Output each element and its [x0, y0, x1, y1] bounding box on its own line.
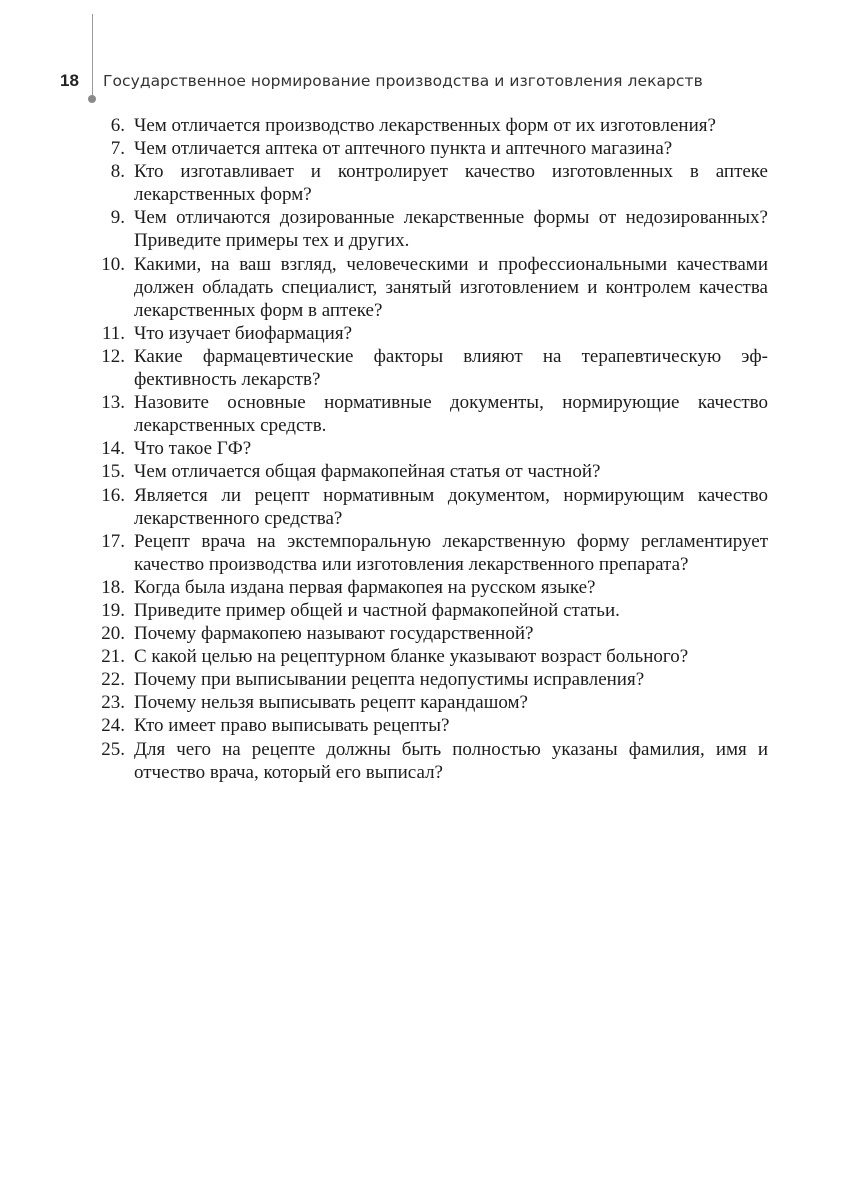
list-item	[92, 714, 768, 737]
list-item	[92, 738, 768, 784]
running-title: Государственное нормирование производства и изготовления лекарств	[103, 72, 703, 90]
list-item	[92, 460, 768, 483]
list-item	[92, 160, 768, 206]
question-text: Является ли рецепт нормативным документом, нормирующим качество лекарственного средства?	[134, 484, 768, 529]
question-number: 12.	[101, 345, 125, 367]
question-text: Рецепт врача на экстемпоральную лекарственную форму регламентирует качество производства или изготовления лекарственного препарата?	[134, 530, 768, 575]
list-item	[92, 668, 768, 691]
question-text: Приведите пример общей и частной фармакопейной статьи.	[134, 599, 620, 621]
question-number: 11.	[101, 322, 125, 344]
question-number: 25.	[101, 738, 125, 760]
question-number: 7.	[110, 138, 125, 160]
list-item	[92, 322, 768, 345]
question-text: Чем отличается аптека от аптечного пункта и аптечного магазина?	[134, 138, 673, 160]
question-text: Кто изготавливает и контролирует качество изготовленных в аптеке лекарственных форм?	[134, 161, 768, 206]
question-text: Когда была издана первая фармакопея на русском языке?	[134, 576, 596, 598]
list-item	[92, 530, 768, 576]
question-text: Почему фармакопею называют государственной?	[134, 623, 534, 645]
question-number: 10.	[101, 253, 125, 275]
list-item	[92, 622, 768, 645]
question-text: Для чего на рецепте должны быть полностью указаны фамилия, имя и отчество врача, который его выписал?	[134, 738, 768, 783]
question-number: 14.	[101, 438, 125, 460]
question-number: 22.	[101, 669, 125, 691]
question-text: Почему при выписывании рецепта недопустимы исправления?	[134, 669, 645, 691]
question-list	[92, 114, 768, 784]
list-item	[92, 114, 768, 137]
list-item	[92, 391, 768, 437]
list-item	[92, 253, 768, 322]
question-text: Что изучает биофармация?	[134, 322, 353, 344]
question-text: Почему нельзя выписывать рецепт карандашом?	[134, 692, 528, 714]
question-number: 23.	[101, 692, 125, 714]
list-item	[92, 576, 768, 599]
question-number: 13.	[101, 392, 125, 414]
list-item	[92, 137, 768, 160]
list-item	[92, 645, 768, 668]
list-item	[92, 691, 768, 714]
question-text: Кто имеет право выписывать рецепты?	[134, 715, 450, 737]
list-item	[92, 484, 768, 530]
question-text: С какой целью на рецептурном бланке указывают возраст больного?	[134, 646, 689, 668]
question-number: 15.	[101, 461, 125, 483]
header-divider-line	[92, 14, 93, 98]
question-number: 18.	[101, 576, 125, 598]
question-number: 20.	[101, 623, 125, 645]
question-number: 24.	[101, 715, 125, 737]
question-text: Чем отличаются дозированные лекарственные формы от недозированных? Приведите примеры тех и других.	[134, 207, 768, 252]
question-text: Чем отличается общая фармакопейная статья от частной?	[134, 461, 601, 483]
list-item	[92, 437, 768, 460]
question-text: Назовите основные нормативные документы, нормирующие качество лекарственных средств.	[134, 392, 768, 437]
question-number: 17.	[101, 530, 125, 552]
page-number: 18	[60, 71, 79, 90]
list-item	[92, 599, 768, 622]
question-text: Что такое ГФ?	[134, 438, 252, 460]
question-text: Чем отличается производство лекарственных форм от их изготовления?	[134, 115, 716, 136]
question-text: Какие фармацевтические факторы влияют на терапевтическую эффективность лекарств?	[134, 345, 768, 391]
question-number: 8.	[110, 161, 125, 183]
header-divider-dot	[88, 95, 96, 103]
question-number: 6.	[110, 115, 125, 136]
list-item	[92, 206, 768, 252]
question-number: 19.	[101, 599, 125, 621]
question-text: Какими, на ваш взгляд, человеческими и профессиональными качествами должен обладать специалист, занятый изготовлением и контролем качества лекарственных форм в аптеке?	[134, 253, 768, 321]
list-item	[92, 345, 768, 391]
question-number: 16.	[101, 484, 125, 506]
question-number: 9.	[110, 207, 125, 229]
question-number: 21.	[101, 646, 125, 668]
